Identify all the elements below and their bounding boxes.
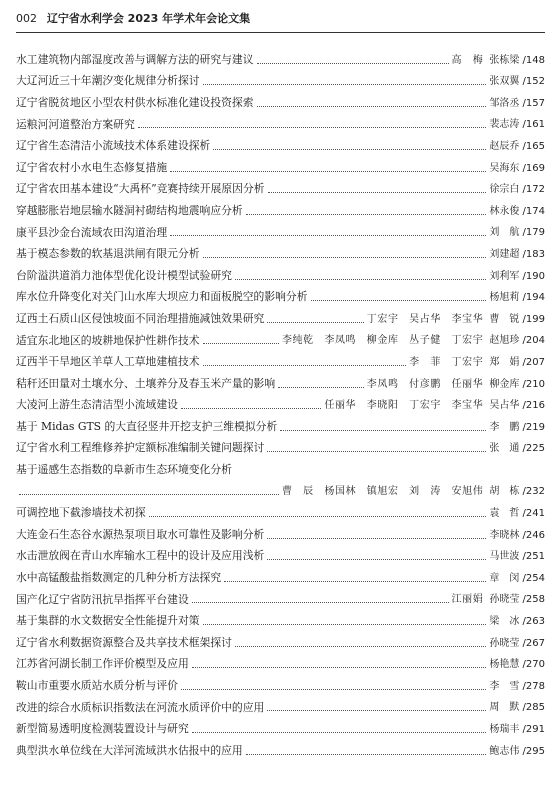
toc-entry: [16, 735, 545, 757]
toc-entry: [16, 87, 545, 109]
toc-entry: [16, 433, 545, 455]
dot-leader: [280, 429, 486, 431]
toc-entry-author-page: 赵旭珍 /204: [489, 335, 545, 347]
toc-entry-title: 水工建筑物内部湿度改善与调解方法的研究与建议: [16, 52, 254, 66]
toc-entry-coauthors: 丁宏宇 吴占华 李宝华: [366, 313, 484, 325]
toc-entry: [16, 692, 545, 714]
toc-entry-title: 鞍山市重要水质站水质分析与评价: [16, 679, 178, 692]
toc-entry-author-page: 李 雪 /278: [489, 680, 545, 692]
toc-entry: [16, 390, 545, 412]
toc-entry-author-page: 杨旭莉 /194: [489, 292, 545, 304]
toc-entry: [16, 670, 545, 692]
dot-leader: [267, 321, 363, 323]
toc-entry: [16, 605, 545, 627]
dot-leader: [170, 170, 486, 172]
toc-entry-author-page: 郑 娟 /207: [489, 356, 545, 368]
toc-entry-author-page: 章 闵 /254: [489, 572, 545, 584]
toc-entry-author-page: 周 默 /285: [489, 702, 545, 714]
toc-entry-author-page: 徐宗白 /172: [489, 184, 545, 196]
dot-leader: [203, 83, 487, 85]
toc-entry: [16, 476, 545, 498]
toc-entry-author-page: 张栋梁 /148: [489, 54, 545, 66]
toc-entry: [16, 282, 545, 304]
dot-leader: [203, 342, 279, 344]
toc-entry-author-page: 鲍志伟 /295: [489, 745, 545, 757]
toc-entry: [16, 368, 545, 390]
toc-entry-title: 基于集群的水文数据安全性能提升对策: [16, 614, 200, 628]
dot-leader: [267, 709, 486, 711]
toc-entry-author-page: 杨艳慧 /270: [489, 659, 545, 671]
toc-entry-title: 辽宁省水利数据资源整合及共享技术框架探讨: [16, 635, 232, 649]
dot-leader: [246, 213, 487, 215]
dot-leader: [257, 62, 449, 64]
toc-entry-author-page: 孙晓莹 /267: [489, 637, 545, 649]
toc-entry-author-page: 柳金库 /210: [489, 378, 545, 390]
dot-leader: [203, 623, 487, 625]
dot-leader: [257, 105, 487, 107]
header-title: 辽宁省水利学会 2023 年学术年会论文集: [46, 12, 251, 25]
dot-leader: [235, 645, 486, 647]
running-header: [16, 10, 545, 26]
toc-entry-coauthors: 任丽华 李晓阳 丁宏宇 李宝华: [324, 400, 484, 412]
toc-entry-author-page: 裴志涛 /161: [489, 119, 545, 131]
toc-entry-title: 康平县沙金台流域农田沟道治理: [16, 225, 168, 239]
toc-entry-author-page: 刘 航 /179: [489, 227, 545, 239]
dot-leader: [224, 580, 486, 582]
toc-entry: [16, 454, 545, 476]
toc-entry-title: 可调控地下截渗墙技术初探: [16, 506, 146, 520]
toc-entry-author-page: 吴海东 /169: [489, 162, 545, 174]
dot-leader: [192, 601, 449, 603]
toc-entry-title: 新型简易透明度检测装置设计与研究: [16, 722, 189, 735]
toc-entry: [16, 109, 545, 131]
toc-entry-title: 大连金石生态谷水源热泵项目取水可靠性及影响分析: [16, 527, 265, 541]
toc-entry: [16, 44, 545, 66]
dot-leader: [203, 256, 487, 258]
toc-entry: [16, 130, 545, 152]
toc-entry-author-page: 吴占华 /216: [489, 400, 545, 412]
toc-entry-coauthors: 李凤鸣 付彦鹏 任丽华: [366, 378, 484, 390]
toc-entry-title: 基于遥感生态指数的阜新市生态环境变化分析: [16, 463, 232, 476]
toc-entry-coauthors: 李纯乾 李凤鸣 柳金库 丛子健 丁宏宇: [281, 335, 484, 347]
toc-entry-title: 辽宁省农田基本建设“大禹杯”竞赛持续开展原因分析: [16, 182, 265, 196]
dot-leader: [246, 753, 487, 755]
toc-entry-title: 辽宁省农村小水电生态修复措施: [16, 160, 168, 174]
toc-entry: [16, 649, 545, 671]
toc-entry: [16, 497, 545, 519]
toc-entry-title: 适宜东北地区的坡耕地保护性耕作技术: [16, 333, 200, 347]
toc-entry-title: 基于模态参数的软基退洪闸有限元分析: [16, 247, 200, 260]
header-page-number: 002: [16, 12, 37, 25]
toc-entry-coauthors: 曹 辰 杨国林 镇旭宏 刘 涛 安旭伟: [281, 486, 484, 498]
toc-entry-author-page: 曹 锐 /199: [489, 313, 545, 325]
toc-entry-author-page: 袁 哲 /241: [489, 508, 545, 520]
toc-entry: [16, 238, 545, 260]
toc-entry-author-page: 张 通 /225: [489, 443, 545, 455]
toc-entry: [16, 562, 545, 584]
toc-entry-title: 穿越膨胀岩地层输水隧洞衬砌结构地震响应分析: [16, 203, 243, 217]
toc-entry: [16, 303, 545, 325]
toc-entry: [16, 66, 545, 88]
toc-entry: [16, 346, 545, 368]
toc-entry-title: 改进的综合水质标识指数法在河流水质评价中的应用: [16, 700, 265, 714]
dot-leader: [192, 666, 487, 668]
dot-leader: [235, 278, 486, 280]
toc-entry: [16, 325, 545, 347]
dot-leader: [268, 191, 487, 193]
toc-entry-author-page: 孙晓莹 /258: [489, 594, 545, 606]
toc-entry-coauthors: 高 梅: [451, 54, 484, 66]
toc-entry: [16, 519, 545, 541]
dot-leader: [213, 148, 486, 150]
toc-entry-title: 水击泄放阀在青山水库输水工程中的设计及应用浅析: [16, 549, 265, 563]
dot-leader: [170, 234, 486, 236]
toc-entry-author-page: 李 鹏 /219: [489, 421, 545, 433]
dot-leader: [181, 407, 321, 409]
toc-entry-title: 辽宁省生态清洁小流域技术体系建设探析: [16, 139, 211, 152]
dot-leader: [267, 558, 486, 560]
toc-entry-author-page: 张双翼 /152: [489, 76, 545, 88]
toc-entry-title: 大凌河上游生态清洁型小流域建设: [16, 398, 178, 412]
dot-leader: [278, 386, 364, 388]
toc-entry: [16, 627, 545, 649]
dot-leader: [138, 126, 487, 128]
toc-entry-title: 水中高锰酸盐指数测定的几种分析方法探究: [16, 571, 222, 584]
toc-entry: [16, 541, 545, 563]
toc-entry: [16, 713, 545, 735]
toc-entry-coauthors: 李 菲 丁宏宇: [409, 356, 484, 368]
toc-entry: [16, 152, 545, 174]
toc-entry-title: 辽宁省脱贫地区小型农村供水标准化建设投资探索: [16, 95, 254, 109]
toc-entry-title: 辽西半干旱地区羊草人工草地建植技术: [16, 355, 200, 368]
toc-entry: [16, 174, 545, 196]
dot-leader: [149, 515, 487, 517]
toc-entry-author-page: 梁 冰 /263: [489, 616, 545, 628]
toc-entry: [16, 411, 545, 433]
toc-entry-title: 基于 Midas GTS 的大直径竖井开挖支护三维模拟分析: [16, 419, 278, 433]
toc-entry: [16, 584, 545, 606]
dot-leader: [267, 537, 486, 539]
dot-leader: [192, 731, 487, 733]
dot-leader: [19, 493, 279, 495]
toc-entry-author-page: 赵辰乔 /165: [489, 140, 545, 152]
toc-entry-author-page: 刘利军 /190: [489, 270, 545, 282]
dot-leader: [181, 688, 486, 690]
dot-leader: [311, 299, 487, 301]
toc-entry-title: 台阶溢洪道消力池体型优化设计模型试验研究: [16, 268, 232, 282]
toc-entry-title: 运粮河河道整治方案研究: [16, 117, 135, 131]
toc-entry-author-page: 林永俊 /174: [489, 205, 545, 217]
toc-entry: [16, 260, 545, 282]
toc-entry-title: 秸秆还田量对土壤水分、土壤养分及春玉米产量的影响: [16, 376, 276, 390]
toc-entry: [16, 217, 545, 239]
table-of-contents: [16, 44, 545, 757]
toc-entry-author-page: 邹洛丞 /157: [489, 97, 545, 109]
toc-entry-title: 江苏省河湖长制工作评价模型及应用: [16, 657, 189, 671]
toc-entry-author-page: 杨瑞丰 /291: [489, 724, 545, 735]
toc-entry-title: 国产化辽宁省防汛抗旱指挥平台建设: [16, 592, 189, 606]
toc-entry: [16, 195, 545, 217]
toc-entry-title: 辽宁省水利工程维修养护定额标准编制关键问题探讨: [16, 441, 265, 455]
toc-entry-title: 大辽河近三十年潮汐变化规律分析探讨: [16, 74, 200, 88]
toc-entry-title: 典型洪水单位线在大洋河流域洪水估报中的应用: [16, 743, 243, 757]
toc-entry-author-page: 李晓林 /246: [489, 529, 545, 541]
dot-leader: [203, 364, 407, 366]
toc-entry-author-page: 刘建超 /183: [489, 248, 545, 260]
toc-entry-coauthors: 江丽娟: [451, 594, 484, 606]
toc-entry-title: 库水位升降变化对关门山水库大坝应力和面板脱空的影响分析: [16, 290, 308, 304]
header-rule: [16, 32, 545, 33]
toc-entry-author-page: 胡 栋 /232: [489, 486, 545, 498]
dot-leader: [267, 450, 486, 452]
toc-entry-title: 辽西土石质山区侵蚀坡面不同治理措施减蚀效果研究: [16, 311, 265, 325]
toc-entry-author-page: 马世波 /251: [489, 551, 545, 563]
